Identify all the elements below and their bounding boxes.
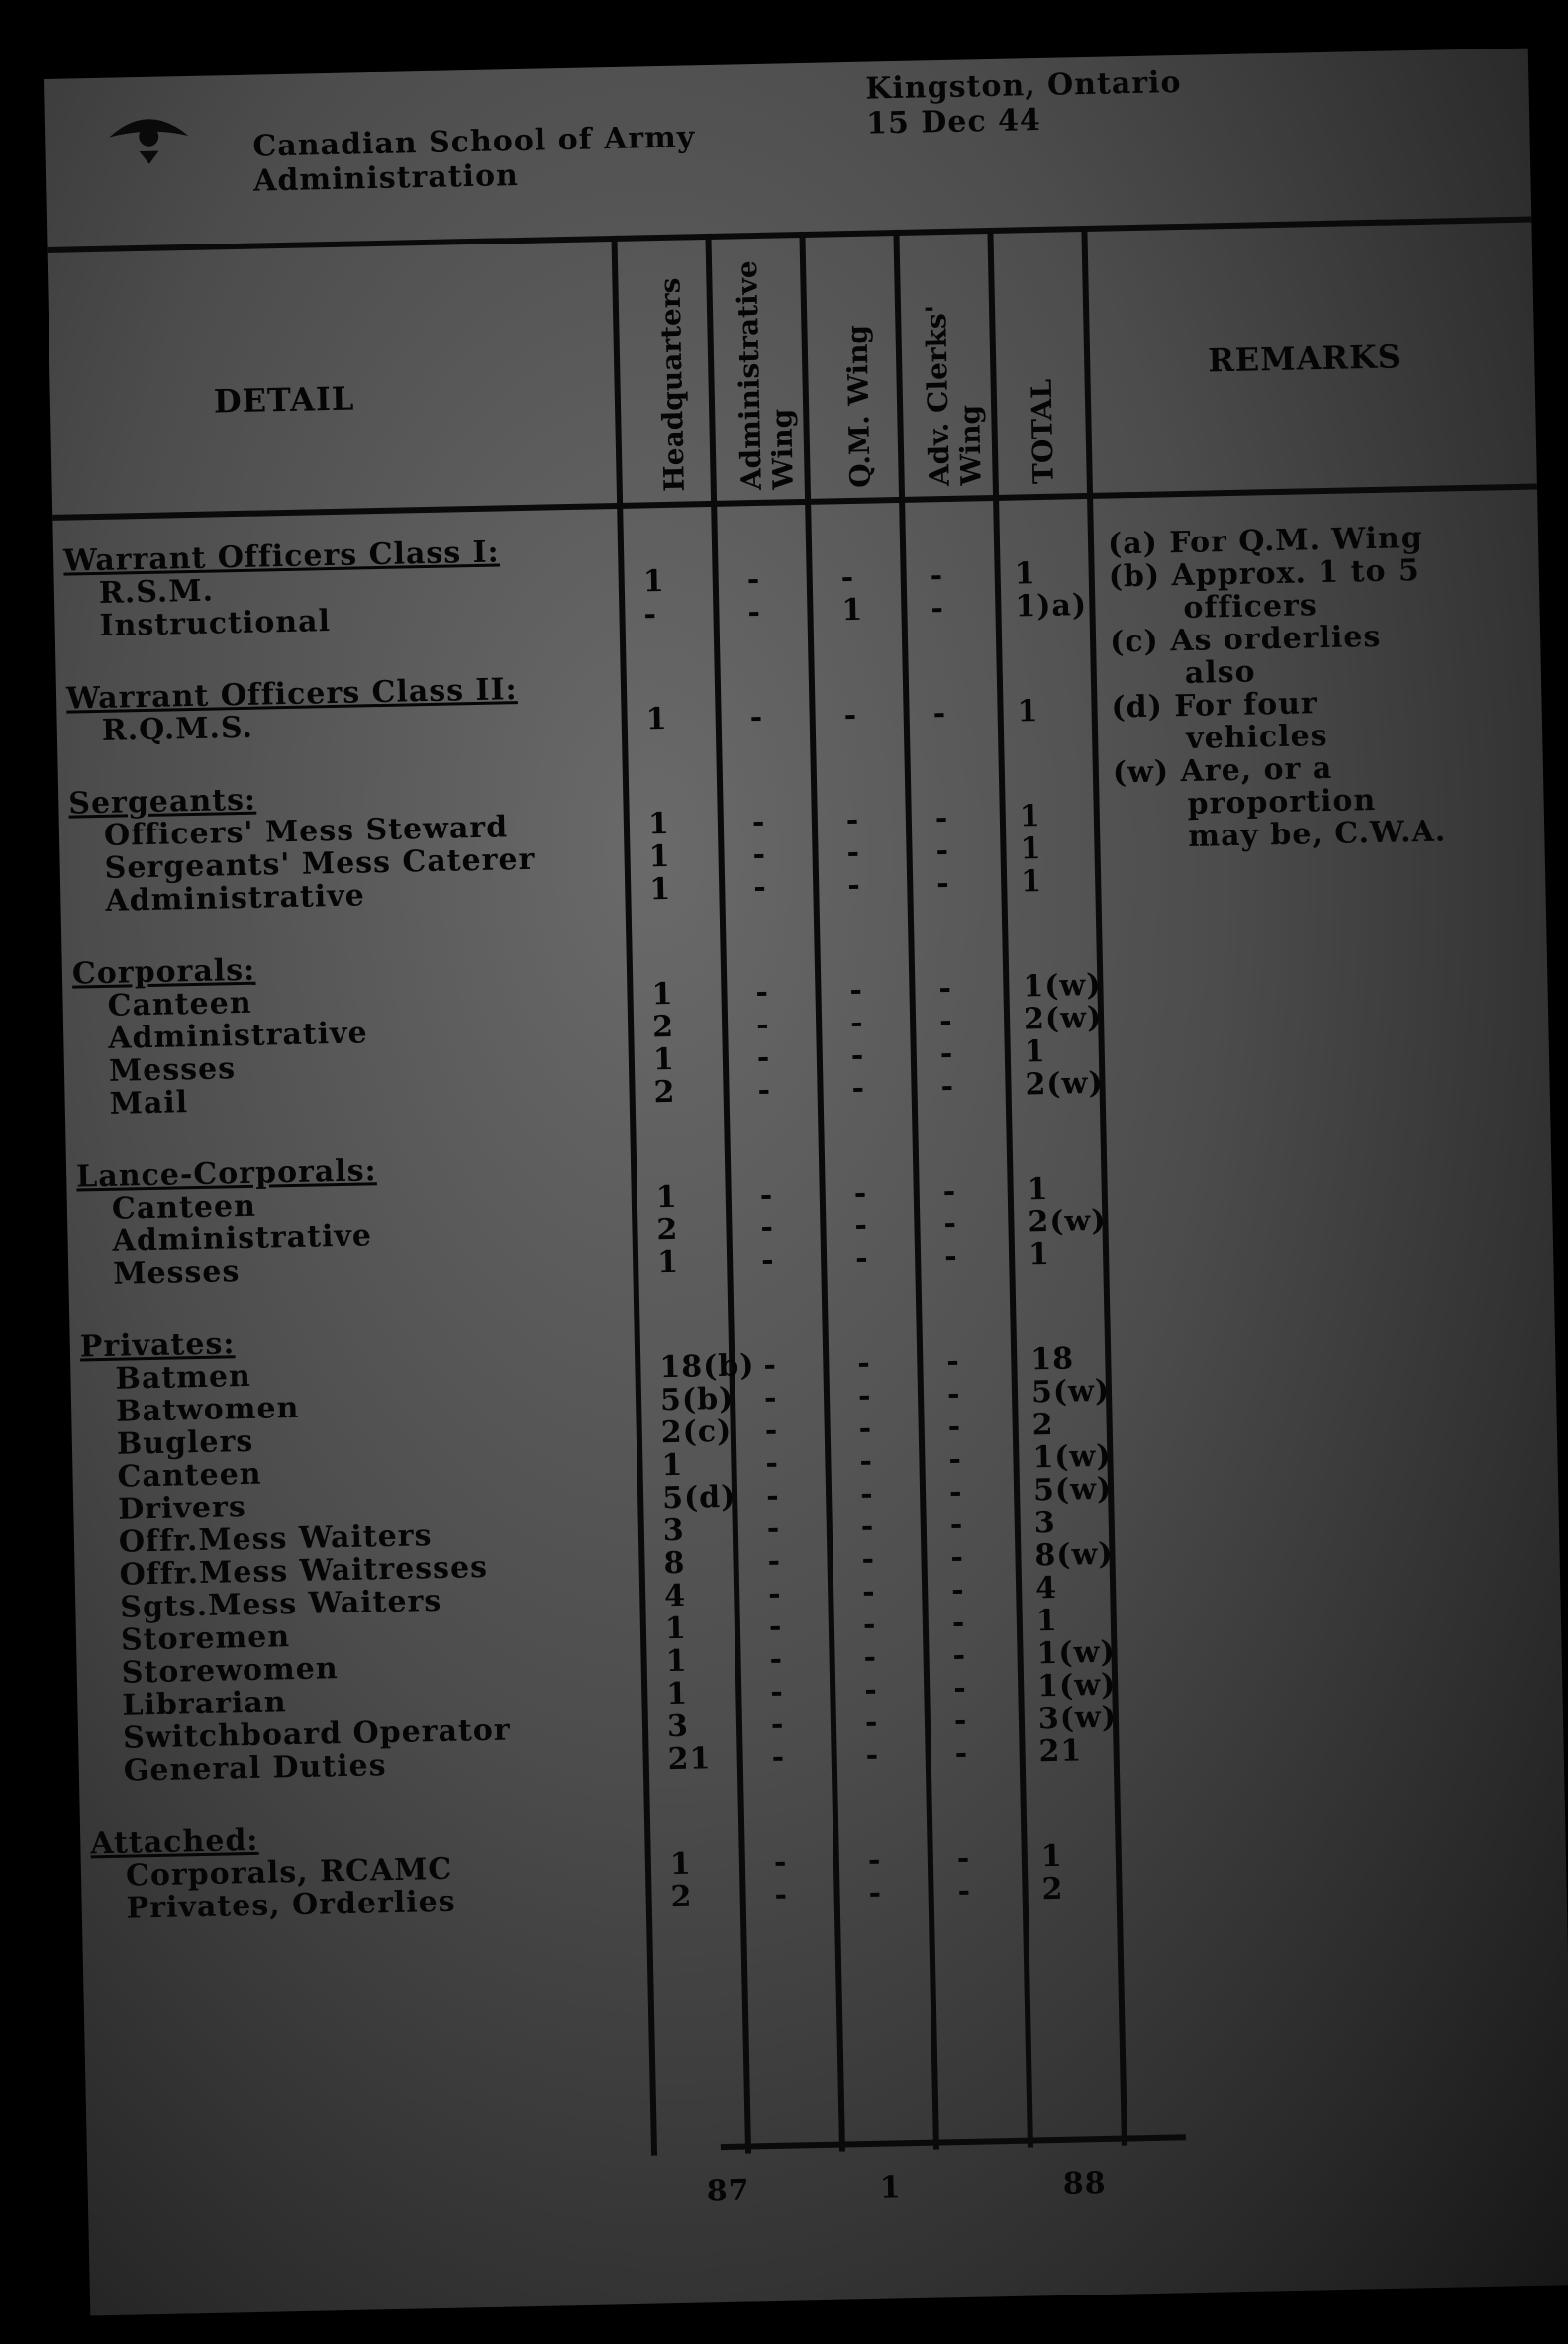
cell-adv: -: [938, 1003, 953, 1039]
total-grand: 88: [1062, 2165, 1107, 2201]
cell-adv: -: [949, 1507, 964, 1543]
unit-name-line2: Administration: [252, 157, 520, 199]
cell-hq: 4: [663, 1578, 687, 1614]
cell-total: 1(w): [1023, 967, 1102, 1005]
row-label: Drivers: [117, 1490, 247, 1527]
document-date: 15 Dec 44: [865, 102, 1042, 142]
row-label: Storewomen: [121, 1651, 339, 1691]
cell-adv: -: [957, 1873, 972, 1909]
cell-hq: 21: [667, 1741, 712, 1778]
cell-adm: -: [767, 1576, 783, 1612]
cell-adm: -: [763, 1380, 778, 1416]
cell-total: 2: [1031, 1407, 1054, 1443]
cell-hq: 3: [666, 1709, 690, 1745]
cell-adv: -: [954, 1735, 969, 1772]
cell-adv: -: [940, 1068, 955, 1105]
cell-qm: -: [846, 867, 862, 904]
row-label: Offr.Mess Waiters: [118, 1518, 433, 1560]
row-label: Administrative: [107, 1016, 368, 1056]
cell-adv: -: [932, 696, 947, 732]
section-heading: Lance-Corporals:: [75, 1153, 377, 1195]
cell-adm: -: [770, 1707, 785, 1742]
cell-adm: -: [774, 1877, 789, 1912]
cell-adm: -: [749, 699, 764, 735]
cell-hq: 3: [662, 1513, 686, 1549]
cell-hq: 2: [656, 1212, 679, 1248]
cell-hq: 1: [655, 1179, 679, 1216]
cell-hq: 5(b): [659, 1381, 735, 1418]
section-heading: Privates:: [79, 1326, 236, 1365]
cell-adm: -: [760, 1242, 775, 1279]
cell-adv: -: [953, 1703, 968, 1739]
cell-total: 4: [1034, 1570, 1058, 1607]
cell-adm: -: [769, 1641, 784, 1677]
cell-adm: -: [767, 1543, 782, 1580]
cell-adv: -: [942, 1173, 957, 1210]
cell-adm: -: [763, 1347, 778, 1384]
cell-total: 2(w): [1023, 1000, 1103, 1037]
col-header-adv-clerks-1: Adv. Clerks': [919, 304, 956, 487]
cell-hq: 1: [648, 838, 671, 875]
row-label: Administrative: [112, 1219, 373, 1259]
col-divider-adv: [893, 230, 939, 2150]
cell-total: 5(w): [1032, 1471, 1113, 1509]
cell-adv: -: [945, 1343, 961, 1380]
cell-total: 1: [1020, 864, 1043, 900]
col-divider-qm: [799, 232, 845, 2152]
crest-emblem-icon: [103, 96, 193, 167]
cell-adv: -: [935, 866, 951, 902]
totals-rule: [721, 2134, 1186, 2150]
cell-total: 1)a): [1015, 588, 1088, 625]
cell-total: 1: [1035, 1603, 1059, 1639]
row-label: Messes: [112, 1254, 241, 1292]
cell-total: 2(w): [1025, 1065, 1104, 1103]
cell-adm: -: [755, 1007, 770, 1043]
cell-total: 1: [1014, 556, 1036, 592]
cell-qm: -: [863, 1639, 878, 1675]
cell-total: 1(w): [1036, 1667, 1117, 1705]
cell-qm: -: [858, 1411, 873, 1447]
cell-adv: -: [931, 591, 945, 627]
row-label: Offr.Mess Waitresses: [119, 1549, 489, 1593]
cell-total: 2: [1041, 1871, 1064, 1907]
cell-qm: -: [856, 1345, 872, 1382]
remark-line: (a) For Q.M. Wing: [1107, 520, 1423, 562]
cell-adm: -: [746, 561, 761, 598]
row-label: Switchboard Operator: [122, 1712, 511, 1756]
cell-adm: -: [765, 1445, 780, 1482]
cell-hq: 1: [656, 1244, 680, 1281]
remark-line: (c) As orderlies: [1109, 619, 1382, 660]
cell-total: 2(w): [1028, 1203, 1107, 1240]
cell-adm: -: [765, 1478, 780, 1514]
cell-total: 21: [1038, 1733, 1083, 1770]
cell-hq: 2: [670, 1879, 693, 1915]
cell-total: 1(w): [1036, 1634, 1116, 1672]
document-page: [44, 49, 1568, 2316]
remark-line: (w) Are, or a: [1112, 750, 1333, 791]
cell-total: 8(w): [1034, 1536, 1114, 1574]
col-header-admin-2: Wing: [765, 408, 800, 490]
cell-hq: 2: [651, 1009, 675, 1045]
row-label: Canteen: [111, 1188, 257, 1226]
section-heading: Attached:: [89, 1822, 259, 1862]
cell-hq: 1: [665, 1643, 688, 1680]
cell-qm: -: [861, 1541, 876, 1578]
cell-hq: 1: [661, 1447, 684, 1484]
cell-adv: -: [947, 1409, 962, 1445]
cell-adv: -: [948, 1441, 963, 1478]
row-label: General Duties: [123, 1748, 387, 1789]
cell-qm: -: [867, 1842, 882, 1878]
row-label: R.Q.M.S.: [101, 710, 254, 748]
section-heading: Warrant Officers Class II:: [65, 672, 518, 717]
cell-total: 1: [1040, 1838, 1064, 1875]
cell-total: 18: [1029, 1341, 1075, 1378]
cell-hq: 1: [665, 1676, 689, 1712]
row-label: R.S.M.: [98, 573, 215, 611]
row-label: Sergeants' Mess Caterer: [104, 841, 536, 886]
row-label: Batwomen: [115, 1390, 300, 1429]
cell-qm: -: [849, 972, 864, 1009]
cell-total: 1: [1020, 831, 1042, 867]
total-hq: 87: [706, 2173, 750, 2209]
cell-qm: -: [863, 1672, 879, 1708]
cell-hq: -: [643, 597, 658, 633]
cell-adv: -: [948, 1474, 963, 1511]
col-header-adv-clerks-2: Wing: [953, 404, 988, 486]
col-header-total: TOTAL: [1025, 378, 1060, 485]
cell-adv: -: [934, 801, 949, 836]
col-divider-admin: [705, 234, 751, 2154]
cell-qm: -: [849, 1005, 864, 1041]
cell-qm: 1: [841, 592, 864, 629]
cell-total: 3: [1033, 1505, 1057, 1541]
row-label: Batmen: [115, 1358, 252, 1397]
cell-total: 1: [1027, 1171, 1049, 1208]
cell-total: 1(w): [1032, 1438, 1112, 1476]
remark-line: (b) Approx. 1 to 5: [1108, 553, 1421, 595]
row-label: Canteen: [107, 985, 252, 1024]
location: Kingston, Ontario: [865, 64, 1182, 107]
cell-qm: -: [868, 1875, 883, 1910]
cell-hq: 1: [647, 806, 671, 842]
cell-hq: 1: [652, 1041, 676, 1078]
cell-adm: -: [756, 1039, 771, 1076]
row-label: Officers' Mess Steward: [103, 810, 509, 853]
row-label: Librarian: [122, 1685, 287, 1723]
cell-qm: -: [864, 1705, 879, 1740]
cell-qm: -: [846, 834, 861, 871]
remark-line: proportion: [1187, 782, 1377, 822]
cell-hq: 2: [653, 1074, 676, 1111]
cell-adm: -: [751, 804, 766, 840]
cell-adv: -: [952, 1670, 968, 1707]
unit-name-line1: Canadian School of Army: [252, 120, 696, 164]
cell-hq: 8: [663, 1545, 686, 1582]
cell-adv: -: [935, 833, 950, 869]
cell-adv: -: [952, 1637, 967, 1674]
cell-adm: -: [752, 869, 768, 906]
cell-qm: -: [853, 1175, 868, 1212]
cell-adm: -: [769, 1674, 785, 1709]
cell-hq: 1: [648, 871, 672, 908]
cell-adv: -: [943, 1238, 958, 1275]
col-header-headquarters: Headquarters: [653, 277, 691, 493]
cell-adv: -: [956, 1840, 971, 1877]
cell-total: 1: [1024, 1034, 1047, 1070]
cell-qm: -: [862, 1607, 877, 1643]
cell-adm: -: [766, 1511, 781, 1547]
cell-qm: -: [854, 1240, 869, 1277]
cell-total: 3(w): [1037, 1700, 1118, 1737]
cell-adv: -: [939, 1035, 954, 1072]
row-label: Privates, Orderlies: [126, 1884, 456, 1926]
cell-qm: -: [850, 1037, 865, 1074]
cell-hq: 1: [664, 1611, 688, 1647]
cell-adm: -: [773, 1844, 788, 1880]
cell-adm: -: [768, 1609, 783, 1644]
cell-qm: -: [854, 1208, 869, 1244]
cell-qm: -: [845, 802, 860, 838]
col-header-remarks: REMARKS: [1207, 338, 1403, 380]
cell-adm: -: [759, 1177, 774, 1214]
cell-qm: -: [865, 1737, 880, 1773]
cell-hq: 5(d): [661, 1479, 736, 1516]
row-label: Canteen: [117, 1456, 262, 1495]
row-label: Mail: [109, 1085, 189, 1122]
cell-adm: -: [747, 594, 762, 631]
section-heading: Corporals:: [71, 952, 256, 992]
section-heading: Sergeants:: [67, 782, 257, 822]
cell-adv: -: [950, 1539, 965, 1576]
remark-line: vehicles: [1185, 718, 1328, 756]
cell-hq: 1: [669, 1846, 693, 1883]
cell-qm: -: [843, 697, 858, 733]
remark-line: may be, C.W.A.: [1187, 814, 1447, 854]
cell-hq: 1: [645, 701, 668, 737]
row-label: Messes: [108, 1051, 237, 1089]
cell-qm: -: [851, 1070, 866, 1107]
cell-adv: -: [946, 1376, 961, 1413]
col-divider-remarks: [1081, 226, 1127, 2146]
cell-adm: -: [752, 836, 767, 873]
row-label: Storemen: [120, 1619, 291, 1658]
cell-qm: -: [859, 1476, 874, 1513]
cell-hq: 2(c): [660, 1414, 733, 1451]
remark-line: officers: [1183, 588, 1319, 626]
remark-line: (d) For four: [1111, 686, 1319, 726]
row-label: Corporals, RCAMC: [125, 1851, 453, 1894]
row-label: Buglers: [116, 1423, 254, 1462]
cell-hq: 1: [651, 976, 674, 1013]
cell-qm: -: [857, 1378, 872, 1415]
cell-total: 1: [1028, 1236, 1051, 1273]
cell-total: 1: [1017, 694, 1039, 730]
cell-adm: -: [755, 974, 770, 1011]
col-header-admin-1: Administrative: [730, 260, 768, 491]
cell-adm: -: [757, 1072, 772, 1109]
row-label: Sgts.Mess Waiters: [119, 1583, 442, 1625]
col-header-detail: DETAIL: [213, 379, 355, 421]
cell-total: 5(w): [1030, 1373, 1111, 1411]
cell-adv: -: [943, 1206, 958, 1242]
cell-qm: -: [859, 1443, 874, 1480]
cell-total: 1: [1019, 799, 1042, 834]
cell-adv: -: [951, 1605, 966, 1641]
cell-qm: -: [861, 1574, 877, 1611]
row-label: Administrative: [105, 878, 366, 919]
cell-adm: -: [760, 1210, 775, 1246]
remark-line: also: [1184, 654, 1256, 691]
col-divider-hq: [611, 236, 657, 2156]
cell-adv: -: [938, 970, 953, 1007]
total-qm: 1: [879, 2170, 903, 2205]
cell-hq: 18(b): [659, 1348, 755, 1386]
cell-adm: -: [771, 1739, 786, 1775]
cell-adv: -: [950, 1572, 965, 1609]
cell-qm: -: [840, 559, 855, 596]
col-header-qm-wing: Q.M. Wing: [840, 324, 877, 489]
cell-adm: -: [764, 1413, 779, 1449]
section-heading: Warrant Officers Class I:: [62, 535, 501, 579]
table-top-rule: [48, 217, 1532, 253]
cell-qm: -: [860, 1509, 875, 1545]
row-label: Instructional: [99, 604, 332, 643]
cell-hq: 1: [642, 563, 666, 600]
cell-adv: -: [930, 558, 944, 594]
